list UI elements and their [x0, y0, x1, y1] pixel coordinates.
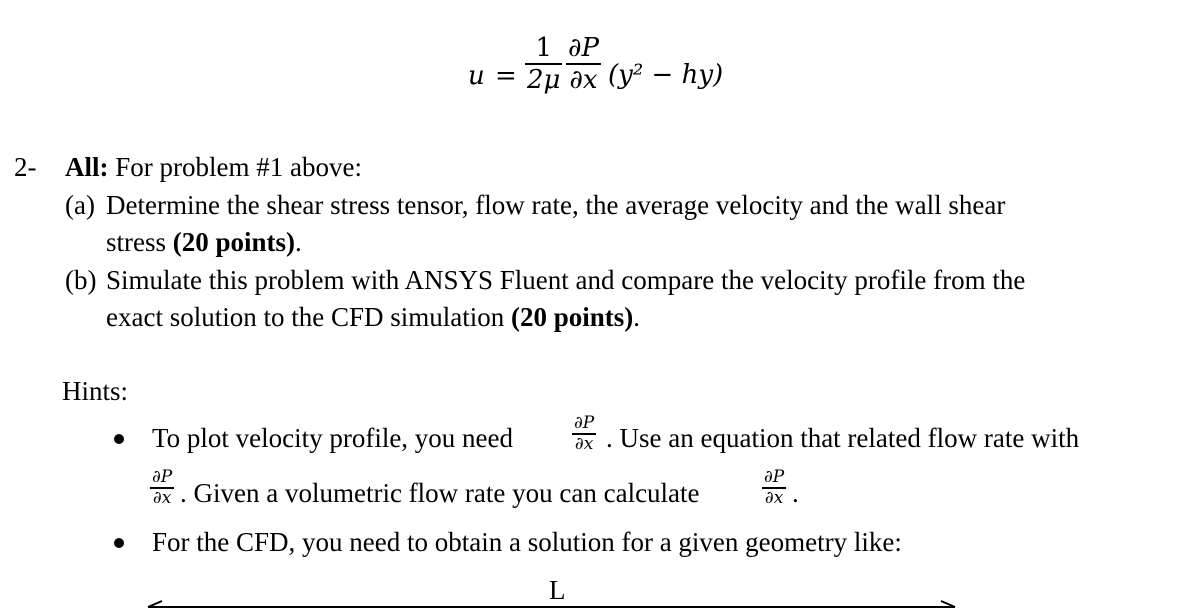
part-b-points: (20 points) [510, 302, 634, 332]
part-a-line2: stress (20 points). [106, 227, 302, 257]
length-label: L [549, 575, 566, 605]
bullet-1 [114, 434, 124, 444]
eq-frac-1-2mu: 1 2μ [527, 33, 561, 95]
length-dimension-arrow [0, 597, 1198, 609]
part-b-line2: exact solution to the CFD simulation (20 points). [106, 302, 640, 332]
part-a-marker: (a) [65, 190, 95, 220]
hints-title: Hints: [62, 376, 129, 406]
problem-label: All: [65, 152, 109, 182]
part-b-line1: Simulate this problem with ANSYS Fluent and compare the velocity profile from the [106, 265, 1026, 295]
problem-intro [65, 151, 362, 183]
hint-1-line1-after: . Use an equation that related flow rate with [606, 423, 1080, 453]
eq-tail: (y² − hy) [608, 60, 724, 90]
eq-frac-dp-dx: ∂P ∂x [568, 33, 599, 95]
eq-equals: = [495, 61, 517, 91]
hint-2-text: For the CFD, you need to obtain a solution for a given geometry like: [152, 527, 902, 557]
part-a-points: (20 points) [172, 227, 296, 257]
problem-number: 2- [14, 152, 37, 182]
part-a-line1: Determine the shear stress tensor, flow rate, the average velocity and the wall shear [106, 190, 1006, 220]
hint-1-line2-end: . [792, 478, 799, 508]
hint-1-line1: To plot velocity profile, you need [152, 423, 514, 453]
hint-1-line2: . Given a volumetric flow rate you can calculate [180, 478, 700, 508]
hint-1-frac-3: ∂P ∂x [764, 467, 785, 508]
problem-intro-text: For problem #1 above: [108, 152, 362, 182]
eq-u: u [468, 61, 485, 91]
part-b-marker: (b) [65, 265, 97, 295]
hint-1-frac-1: ∂P ∂x [574, 413, 595, 454]
hint-1-frac-2: ∂P ∂x [152, 467, 173, 508]
bullet-2 [114, 538, 124, 548]
